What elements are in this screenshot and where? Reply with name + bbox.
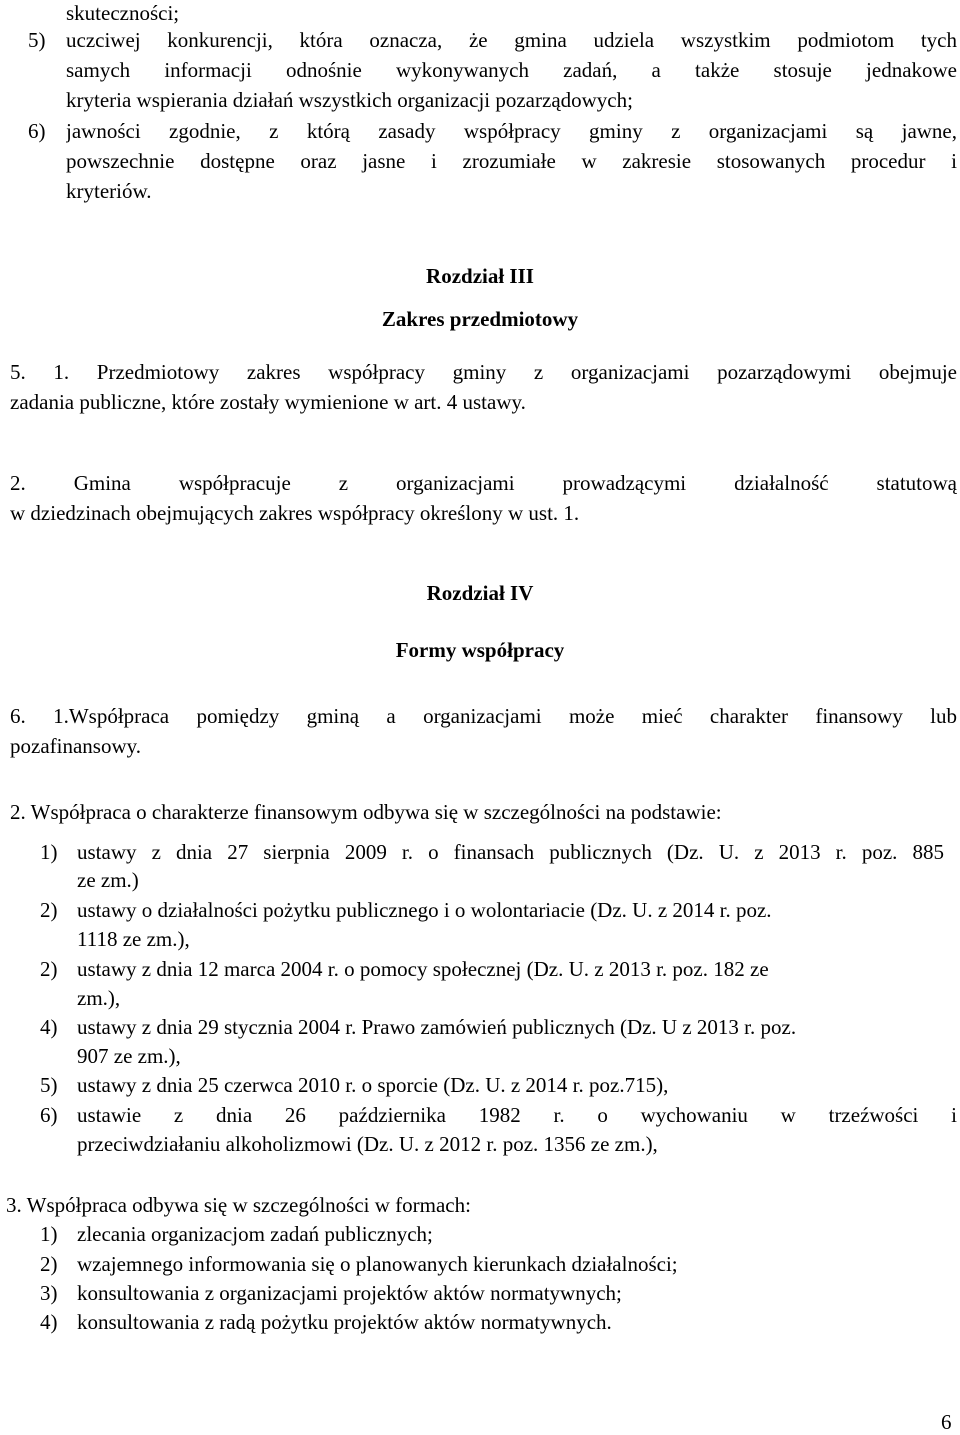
chapter-subtitle-text: Zakres przedmiotowy <box>381 307 579 331</box>
list-item-line: przeciwdziałaniu alkoholizmowi (Dz. U. z 2012 r. poz. 1356 ze zm.), <box>77 1132 658 1156</box>
list-item-line: jawności zgodnie, z którą zasady współpracy gminy z organizacjami są jawne, <box>66 119 957 143</box>
page-number: 6 <box>941 1410 952 1434</box>
list-item-line: 1118 ze zm.), <box>77 927 190 951</box>
list-item-line: ustawy z dnia 29 stycznia 2004 r. Prawo zamówień publicznych (Dz. U z 2013 r. poz. <box>77 1015 797 1039</box>
paragraph-line: 2. Gmina współpracuje z organizacjami prowadzącymi działalność statutową <box>10 471 957 495</box>
paragraph-line: zadania publiczne, które zostały wymienione w art. 4 ustawy. <box>10 390 526 414</box>
list-number: 1) <box>40 1222 58 1246</box>
list-item-line: konsultowania z radą pożytku projektów aktów normatywnych. <box>77 1310 612 1334</box>
list-item-line: konsultowania z organizacjami projektów aktów normatywnych; <box>77 1281 622 1305</box>
list-item-line: zm.), <box>77 986 121 1010</box>
paragraph-line: pozafinansowy. <box>10 734 142 758</box>
list-item-line: ustawy z dnia 25 czerwca 2010 r. o sporcie (Dz. U. z 2014 r. poz.715), <box>77 1073 669 1097</box>
list-number: 6) <box>28 119 46 143</box>
list-item-line: kryteria wspierania działań wszystkich organizacji pozarządowych; <box>66 88 633 112</box>
list-item-line: ustawy z dnia 12 marca 2004 r. o pomocy społecznej (Dz. U. z 2013 r. poz. 182 ze <box>77 957 769 981</box>
list-item-line: powszechnie dostępne oraz jasne i zrozumiałe w zakresie stosowanych procedur i <box>66 149 957 173</box>
list-item-line: zlecania organizacjom zadań publicznych; <box>77 1222 433 1246</box>
list-item-line: 907 ze zm.), <box>77 1044 181 1068</box>
chapter-subtitle <box>0 637 960 663</box>
list-number: 2) <box>40 957 58 981</box>
list-item-line: ustawie z dnia 26 października 1982 r. o wychowaniu w trzeźwości i <box>77 1103 957 1127</box>
paragraph-line: 2. Współpraca o charakterze finansowym odbywa się w szczególności na podstawie: <box>10 800 722 824</box>
list-number: 1) <box>40 840 58 864</box>
list-number: 4) <box>40 1015 58 1039</box>
chapter-title-text: Rozdział III <box>426 264 534 288</box>
list-number: 4) <box>40 1310 58 1334</box>
list-item-line: ustawy z dnia 27 sierpnia 2009 r. o finansach publicznych (Dz. U. z 2013 r. poz. 885 <box>77 840 944 864</box>
list-item-line: ustawy o działalności pożytku publicznego i o wolontariacie (Dz. U. z 2014 r. poz. <box>77 898 772 922</box>
paragraph-line: 3. Współpraca odbywa się w szczególności w formach: <box>6 1193 471 1217</box>
chapter-title <box>0 580 960 606</box>
list-item-line: kryteriów. <box>66 179 152 203</box>
list-number: 3) <box>40 1281 58 1305</box>
list-number: 5) <box>40 1073 58 1097</box>
list-number: 5) <box>28 28 46 52</box>
chapter-subtitle-text: Formy współpracy <box>395 638 565 662</box>
paragraph-line: w dziedzinach obejmujących zakres współpracy określony w ust. 1. <box>10 501 580 525</box>
list-item-line: uczciwej konkurencji, która oznacza, że gmina udziela wszystkim podmiotom tych <box>66 28 957 52</box>
list-item-line: samych informacji odnośnie wykonywanych zadań, a także stosuje jednakowe <box>66 58 957 82</box>
list-number: 2) <box>40 1252 58 1276</box>
list-number: 2) <box>40 898 58 922</box>
continued-text: skuteczności; <box>66 1 180 25</box>
chapter-title-text: Rozdział IV <box>426 581 534 605</box>
chapter-subtitle <box>0 306 960 332</box>
paragraph-line: 6. 1.Współpraca pomiędzy gminą a organizacjami może mieć charakter finansowy lub <box>10 704 957 728</box>
paragraph-line: 5. 1. Przedmiotowy zakres współpracy gminy z organizacjami pozarządowymi obejmuje <box>10 360 957 384</box>
list-number: 6) <box>40 1103 58 1127</box>
list-item-line: wzajemnego informowania się o planowanych kierunkach działalności; <box>77 1252 678 1276</box>
chapter-title <box>0 263 960 289</box>
list-item-line: ze zm.) <box>77 868 139 892</box>
